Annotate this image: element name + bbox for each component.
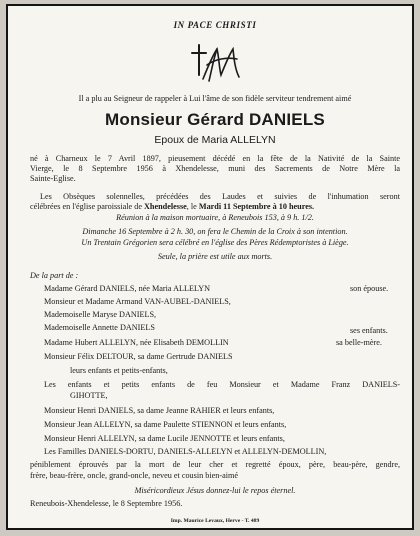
- bio-line-1: né à Charneux le 7 Avril 1897, pieusement décédé en la fête de la Nativité de la Sainte: [30, 154, 400, 163]
- obseques-line-2: [30, 202, 400, 212]
- obseques-date-time: Mardi 11 Septembre à 10 heures.: [198, 202, 315, 211]
- deceased-name: Monsieur Gérard DANIELS: [105, 110, 325, 129]
- family-row-role: ses enfants.: [350, 326, 388, 335]
- family-row-role: sa belle-mère.: [336, 338, 382, 347]
- bio-line-3: Sainte-Eglise.: [30, 174, 76, 183]
- family-row-text: Madame Gérard DANIELS, née Maria ALLELYN: [44, 284, 211, 293]
- obseques-sep: , le: [186, 202, 199, 211]
- closing-line-1: péniblement éprouvés par la mort de leur cher et regretté époux, père, beau-père, gendre,: [30, 460, 400, 469]
- printer-imprint: Imp. Maurice Levaux, Herve - T. 489: [170, 518, 260, 524]
- chemin-de-croix-line: Dimanche 16 Septembre à 2 h. 30, on fera le Chemin de la Croix à son intention.: [82, 227, 348, 236]
- family-row-text: leurs enfants et petits-enfants,: [70, 366, 168, 375]
- spouse-line: Epoux de Maria ALLELYN: [154, 134, 276, 146]
- family-row-text: Mademoiselle Maryse DANIELS,: [44, 310, 157, 319]
- family-lead: De la part de :: [30, 271, 79, 280]
- intro-text: Il a plu au Seigneur de rappeler à Lui l'âme de son fidèle serviteur tendrement aimé: [78, 94, 352, 103]
- trentain-line: Un Trentain Grégorien sera célébré en l'église des Pères Rédemptoristes à Liège.: [81, 238, 349, 247]
- motto-in-pace-christi: IN PACE CHRISTI: [173, 20, 257, 30]
- family-row-text: Monsieur et Madame Armand VAN-AUBEL-DANIELS,: [44, 297, 231, 306]
- family-row-text: Mademoiselle Annette DANIELS: [44, 323, 155, 332]
- family-row-2: Monsieur Henri DANIELS, sa dame Jeanne RAHIER et leurs enfants,: [44, 406, 275, 415]
- obseques-parish: Xhendelesse: [144, 202, 187, 211]
- priere-line: Seule, la prière est utile aux morts.: [157, 252, 273, 261]
- grandchildren-line-2: GIHOTTE,: [70, 391, 108, 400]
- reunion-line: Réunion à la maison mortuaire, à Reneubois 153, à 9 h. 1/2.: [116, 213, 314, 222]
- obseques-church-text: célébrées en l'église paroissiale de: [30, 202, 145, 211]
- prayer-line: Miséricordieux Jésus donnez-lui le repos éternel.: [134, 486, 296, 495]
- family-row-2: Monsieur Henri ALLELYN, sa dame Lucile JENNOTTE et leurs enfants,: [44, 434, 285, 443]
- place-date: Reneubois-Xhendelesse, le 8 Septembre 1956.: [30, 499, 183, 508]
- family-row-2: Monsieur Jean ALLELYN, sa dame Paulette STIENNON et leurs enfants,: [44, 420, 287, 429]
- closing-line-2: frère, beau-frère, oncle, grand-oncle, neveu et cousin bien-aimé: [30, 471, 238, 480]
- memorial-card: [6, 4, 414, 530]
- obseques-line-1: Les Obsèques solennelles, précédées des Laudes et suivies de l'inhumation seront: [40, 192, 400, 201]
- family-row-text: Madame Hubert ALLELYN, née Elisabeth DEMOLLIN: [44, 338, 229, 347]
- bio-line-2: Vierge, le 8 Septembre 1956 à Xhendelesse, muni des Sacrements de Notre Mère la: [30, 164, 400, 173]
- cross-chi-rho-emblem: [189, 41, 245, 85]
- family-row-text: Monsieur Félix DELTOUR, sa dame Gertrude DANIELS: [44, 352, 233, 361]
- family-row-role: son épouse.: [350, 284, 389, 293]
- family-row-2: Les Familles DANIELS-DORTU, DANIELS-ALLELYN et ALLELYN-DEMOLLIN,: [44, 447, 327, 456]
- grandchildren-line-1: Les enfants et petits enfants de feu Monsieur et Madame Franz DANIELS-: [44, 380, 400, 389]
